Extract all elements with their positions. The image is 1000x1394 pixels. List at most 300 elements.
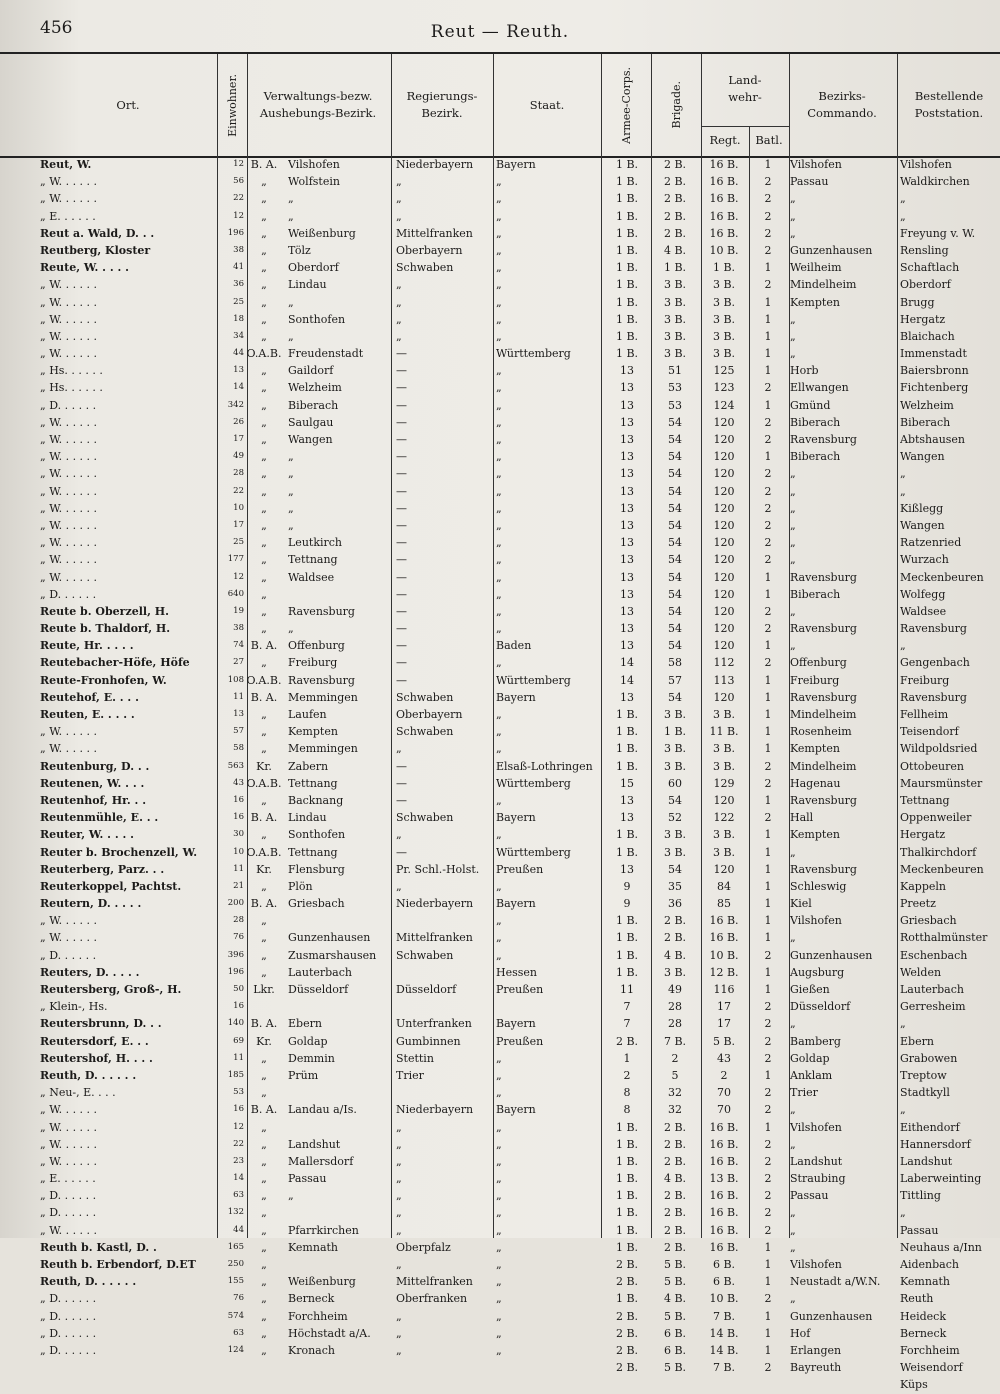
- table-row: [0, 654, 1000, 671]
- population: 11: [233, 863, 244, 874]
- landwehr-battalion: 2: [764, 1172, 772, 1186]
- landwehr-battalion: 2: [764, 501, 772, 515]
- table-row: [0, 551, 1000, 568]
- landwehr-regiment: 84: [717, 879, 731, 893]
- district-type: „: [261, 398, 267, 412]
- place-name: Reuters, D. . . . .: [40, 965, 140, 979]
- brigade: 36: [668, 897, 682, 911]
- population: 13: [233, 709, 244, 719]
- post-station: Abtshausen: [900, 433, 966, 446]
- post-station: Schaftlach: [900, 261, 960, 275]
- government-district: —: [396, 398, 407, 412]
- state: Preußen: [496, 862, 544, 876]
- brigade: 4 B.: [663, 948, 687, 962]
- district-type: „: [261, 1206, 267, 1220]
- army-corps: 2 B.: [615, 1326, 639, 1340]
- place-name: „ W. . . . . .: [40, 433, 98, 446]
- population: 155: [227, 1276, 244, 1287]
- government-district: Mittelfranken: [396, 1275, 473, 1289]
- landwehr-battalion: 1: [764, 295, 772, 309]
- brigade: 54: [668, 793, 682, 807]
- army-corps: 1 B.: [615, 725, 639, 739]
- table-row: [0, 500, 1000, 517]
- post-station: Gengenbach: [900, 656, 970, 670]
- landwehr-battalion: 1: [764, 398, 772, 412]
- table-row: [0, 1256, 1000, 1273]
- brigade: 35: [668, 879, 682, 893]
- landwehr-battalion: 2: [764, 1292, 772, 1306]
- population: 23: [233, 1155, 244, 1166]
- state: „: [496, 1068, 502, 1082]
- district-type: „: [261, 1223, 267, 1237]
- brigade: 53: [668, 381, 682, 395]
- army-corps: 1 B.: [615, 948, 639, 962]
- administrative-district: Lindau: [288, 278, 327, 292]
- army-corps: 2: [623, 1068, 631, 1082]
- table-row: [0, 1342, 1000, 1359]
- post-station: Stadtkyll: [900, 1086, 950, 1100]
- place-name: „ W. . . . . .: [40, 329, 98, 343]
- brigade: 52: [668, 811, 682, 825]
- district-command: Rosenheim: [790, 725, 852, 739]
- administrative-district: Berneck: [288, 1292, 335, 1306]
- district-type: „: [261, 725, 267, 739]
- state: „: [496, 708, 502, 721]
- district-type: „: [261, 587, 267, 601]
- army-corps: 14: [620, 673, 634, 687]
- running-title: Reut — Reuth.: [430, 22, 570, 42]
- district-command: Hof: [790, 1326, 811, 1340]
- brigade: 2 B.: [663, 914, 687, 928]
- post-station: Wangen: [900, 450, 945, 464]
- post-station: Hergatz: [900, 828, 946, 842]
- post-station: Oberdorf: [900, 278, 951, 292]
- government-district: Schwaben: [396, 725, 454, 739]
- district-command: „: [790, 1206, 796, 1220]
- army-corps: 1 B.: [615, 295, 639, 309]
- post-station: „: [900, 1017, 906, 1031]
- landwehr-battalion: 2: [764, 553, 772, 567]
- landwehr-regiment: 120: [713, 536, 735, 550]
- population: 25: [233, 296, 244, 307]
- post-station: Waldsee: [900, 604, 947, 618]
- landwehr-battalion: 1: [764, 690, 772, 704]
- administrative-district: Memmingen: [288, 742, 358, 756]
- place-name: Reut a. Wald, D. . .: [40, 226, 155, 240]
- district-command: Weilheim: [790, 261, 842, 275]
- population: 41: [233, 262, 244, 273]
- place-name: „ D. . . . . .: [40, 948, 97, 962]
- army-corps: 7: [623, 1000, 631, 1014]
- post-station: Eschenbach: [900, 948, 968, 962]
- army-corps: 1 B.: [615, 965, 639, 979]
- landwehr-regiment: 1 B.: [712, 261, 736, 275]
- state: „: [496, 948, 502, 962]
- post-station: Rensling: [900, 243, 949, 257]
- landwehr-battalion: 2: [764, 1361, 772, 1375]
- post-station: Fichtenberg: [900, 381, 969, 395]
- district-command: „: [790, 845, 796, 859]
- district-type: „: [261, 622, 267, 636]
- administrative-district: Lindau: [288, 811, 327, 825]
- government-district: Gumbinnen: [396, 1034, 461, 1048]
- district-command: Offenburg: [790, 656, 847, 670]
- army-corps: 1 B.: [615, 914, 639, 928]
- place-name: Reute-Fronhofen, W.: [40, 673, 167, 687]
- place-name: „ W. . . . . .: [40, 553, 98, 567]
- administrative-district: „: [288, 622, 294, 636]
- government-district: Schwaben: [396, 948, 454, 962]
- army-corps: 13: [620, 398, 634, 412]
- brigade: 2 B.: [663, 1240, 687, 1254]
- government-district: —: [396, 364, 407, 378]
- place-name: „ E. . . . . .: [40, 1172, 96, 1186]
- state: „: [496, 278, 502, 292]
- army-corps: 2 B.: [615, 1343, 639, 1357]
- administrative-district: Saulgau: [288, 415, 334, 429]
- administrative-district: Passau: [288, 1172, 327, 1186]
- place-name: Reutenhof, Hr. . .: [40, 793, 147, 807]
- place-name: Reute b. Oberzell, H.: [40, 604, 169, 618]
- table-row: [0, 1325, 1000, 1342]
- place-name: „ W. . . . . .: [40, 295, 98, 309]
- table-row: [0, 861, 1000, 878]
- district-command: Hall: [790, 811, 814, 825]
- landwehr-battalion: 2: [764, 776, 772, 790]
- table-row: [0, 448, 1000, 465]
- administrative-district: „: [288, 1189, 294, 1203]
- post-station: Reuth: [900, 1292, 934, 1306]
- army-corps: 1 B.: [615, 1206, 639, 1220]
- state: Preußen: [496, 1034, 544, 1048]
- table-row: [0, 878, 1000, 895]
- population: 28: [233, 468, 244, 479]
- district-type: „: [261, 501, 267, 515]
- district-command: Ravensburg: [790, 690, 857, 704]
- post-station: Meckenbeuren: [900, 570, 984, 584]
- district-command: Ravensburg: [790, 793, 857, 807]
- district-command: „: [790, 1292, 796, 1306]
- army-corps: 13: [620, 415, 634, 429]
- administrative-district: Demmin: [288, 1051, 335, 1065]
- army-corps: 13: [620, 553, 634, 567]
- administrative-district: Düsseldorf: [288, 983, 349, 996]
- table-row: [0, 1204, 1000, 1221]
- table-row: [0, 534, 1000, 551]
- post-station: Tittling: [900, 1189, 941, 1203]
- district-command: Biberach: [790, 415, 841, 429]
- district-command: „: [790, 639, 796, 653]
- population: 27: [233, 657, 244, 668]
- table-row: [0, 706, 1000, 723]
- brigade: 2 B.: [663, 1206, 687, 1220]
- landwehr-regiment: 70: [717, 1103, 731, 1117]
- landwehr-regiment: 3 B.: [712, 347, 736, 361]
- post-station: Freiburg: [900, 673, 950, 687]
- government-district: Unterfranken: [396, 1017, 472, 1031]
- landwehr-regiment: 129: [713, 776, 735, 790]
- district-command: Vilshofen: [790, 1120, 842, 1134]
- district-type: „: [261, 708, 267, 721]
- landwehr-battalion: 1: [764, 793, 772, 807]
- landwehr-battalion: 2: [764, 1189, 772, 1203]
- place-name: „ Hs. . . . . .: [40, 381, 103, 395]
- landwehr-battalion: 2: [764, 209, 772, 223]
- state: „: [496, 295, 502, 309]
- post-station: „: [900, 1206, 906, 1220]
- page-number: 456: [40, 18, 73, 38]
- administrative-district: Ebern: [288, 1017, 322, 1031]
- table-row: [0, 1170, 1000, 1187]
- population: 342: [227, 399, 244, 410]
- army-corps: 2 B.: [615, 1034, 639, 1048]
- landwehr-regiment: 120: [713, 570, 735, 584]
- post-station: Tettnang: [900, 793, 950, 807]
- place-name: „ W. . . . . .: [40, 192, 98, 206]
- post-station: Passau: [900, 1223, 939, 1237]
- landwehr-battalion: 1: [764, 828, 772, 842]
- population: 11: [233, 691, 244, 702]
- district-command: „: [790, 1137, 796, 1151]
- government-district: Niederbayern: [396, 1103, 474, 1117]
- district-command: Bayreuth: [790, 1361, 842, 1375]
- army-corps: 13: [620, 793, 634, 807]
- population: 22: [233, 1138, 244, 1149]
- army-corps: 1 B.: [615, 226, 639, 240]
- district-command: Ellwangen: [790, 381, 849, 395]
- landwehr-regiment: 3 B.: [712, 708, 736, 721]
- administrative-district: Prüm: [288, 1068, 319, 1082]
- landwehr-regiment: 120: [713, 484, 735, 498]
- district-command: „: [790, 467, 796, 481]
- army-corps: 1 B.: [615, 192, 639, 206]
- army-corps: 13: [620, 811, 634, 825]
- district-command: Mindelheim: [790, 708, 857, 721]
- brigade: 32: [668, 1103, 682, 1117]
- table-row: [0, 569, 1000, 586]
- landwehr-regiment: 70: [717, 1086, 731, 1100]
- state: „: [496, 192, 502, 206]
- place-name: Reutenmühle, E. . .: [40, 811, 159, 825]
- district-command: Passau: [790, 175, 829, 189]
- state: „: [496, 536, 502, 550]
- population: 22: [233, 193, 244, 204]
- landwehr-regiment: 10 B.: [709, 243, 739, 257]
- brigade: 5 B.: [663, 1258, 687, 1271]
- army-corps: 1 B.: [615, 742, 639, 756]
- table-row: [0, 225, 1000, 242]
- population: 63: [233, 1190, 244, 1201]
- state: „: [496, 1120, 502, 1134]
- administrative-district: Freudenstadt: [288, 347, 364, 361]
- state: „: [496, 398, 502, 412]
- place-name: „ D. . . . . .: [40, 1326, 97, 1340]
- government-district: Pr. Schl.-Holst.: [396, 862, 480, 876]
- place-name: „ W. . . . . .: [40, 1137, 98, 1151]
- post-station: Griesbach: [900, 914, 957, 928]
- table-row: [0, 173, 1000, 190]
- district-type: „: [261, 656, 267, 670]
- army-corps: 13: [620, 862, 634, 876]
- state: „: [496, 1258, 502, 1271]
- table-row: [0, 723, 1000, 740]
- col-brigade: Brigade.: [669, 81, 683, 129]
- post-station: Freyung v. W.: [900, 226, 976, 240]
- place-name: „ W. . . . . .: [40, 536, 98, 550]
- district-command: Ravensburg: [790, 433, 857, 446]
- government-district: Oberbayern: [396, 708, 463, 721]
- landwehr-regiment: 120: [713, 862, 735, 876]
- place-name: Reuter b. Brochenzell, W.: [40, 845, 198, 859]
- population: 19: [233, 605, 244, 616]
- state: „: [496, 1223, 502, 1237]
- brigade: 2 B.: [663, 158, 687, 171]
- administrative-district: Offenburg: [288, 639, 345, 653]
- population: 12: [233, 159, 244, 169]
- landwehr-regiment: 120: [713, 639, 735, 653]
- landwehr-battalion: 1: [764, 1309, 772, 1323]
- population: 14: [233, 382, 244, 393]
- district-type: „: [261, 312, 267, 326]
- landwehr-battalion: 2: [764, 518, 772, 532]
- army-corps: 1 B.: [615, 261, 639, 275]
- district-command: „: [790, 536, 796, 550]
- landwehr-regiment: 16 B.: [709, 226, 739, 240]
- landwehr-regiment: 3 B.: [712, 278, 736, 292]
- place-name: „ W. . . . . .: [40, 725, 98, 739]
- district-type: „: [261, 1068, 267, 1082]
- brigade: 54: [668, 518, 682, 532]
- landwehr-battalion: 1: [764, 587, 772, 601]
- population: 250: [227, 1259, 244, 1269]
- district-command: „: [790, 1223, 796, 1237]
- place-name: „ E. . . . . .: [40, 209, 96, 223]
- col-einwohner: Einwohner.: [225, 73, 239, 137]
- state: „: [496, 570, 502, 584]
- government-district: —: [396, 604, 407, 618]
- place-name: Reuterkoppel, Pachtst.: [40, 879, 182, 893]
- table-row: [0, 1050, 1000, 1067]
- government-district: „: [396, 329, 402, 343]
- district-type: Kr.: [256, 759, 272, 773]
- landwehr-battalion: 2: [764, 1086, 772, 1100]
- army-corps: 13: [620, 450, 634, 464]
- district-command: Kempten: [790, 295, 840, 309]
- landwehr-battalion: 1: [764, 965, 772, 979]
- administrative-district: „: [288, 450, 294, 464]
- post-station: Blaichach: [900, 329, 955, 343]
- state: „: [496, 175, 502, 189]
- state: „: [496, 793, 502, 807]
- state: Württemberg: [496, 673, 571, 687]
- post-station: Landshut: [900, 1154, 953, 1168]
- register-table: [0, 156, 1000, 1394]
- place-name: Reutenburg, D. . .: [40, 759, 150, 773]
- brigade: 28: [668, 1017, 682, 1031]
- landwehr-battalion: 1: [764, 364, 772, 378]
- brigade: 3 B.: [663, 759, 687, 773]
- table-row: [0, 620, 1000, 637]
- table-row: [0, 998, 1000, 1015]
- landwehr-battalion: 1: [764, 845, 772, 859]
- landwehr-regiment: 43: [717, 1051, 731, 1065]
- administrative-district: Tettnang: [288, 845, 338, 859]
- landwehr-regiment: 12 B.: [709, 965, 739, 979]
- population: 16: [233, 1001, 244, 1012]
- landwehr-regiment: 2: [720, 1068, 728, 1082]
- population: 26: [233, 416, 244, 427]
- district-type: „: [261, 226, 267, 240]
- brigade: 28: [668, 1000, 682, 1014]
- post-station: Fellheim: [900, 708, 949, 721]
- army-corps: 1 B.: [615, 1137, 639, 1151]
- state: „: [496, 1275, 502, 1289]
- district-type: „: [261, 1051, 267, 1065]
- government-district: „: [396, 312, 402, 326]
- landwehr-subrule: [701, 126, 789, 127]
- district-type: „: [261, 1120, 267, 1134]
- table-row: [0, 208, 1000, 225]
- table-row: [0, 276, 1000, 293]
- place-name: Reutersbrunn, D. . .: [40, 1017, 162, 1031]
- army-corps: 2 B.: [615, 1275, 639, 1289]
- district-command: Gunzenhausen: [790, 1309, 873, 1323]
- post-station: Wolfegg: [900, 587, 946, 601]
- landwehr-regiment: 116: [713, 983, 735, 996]
- administrative-district: Tettnang: [288, 776, 338, 790]
- state: Württemberg: [496, 845, 571, 859]
- army-corps: 1 B.: [615, 1172, 639, 1186]
- district-type: „: [261, 192, 267, 206]
- district-type: „: [261, 329, 267, 343]
- army-corps: 7: [623, 1017, 631, 1031]
- district-command: Kempten: [790, 742, 840, 756]
- table-row: [0, 242, 1000, 259]
- post-station: Forchheim: [900, 1343, 960, 1357]
- population: 44: [233, 1224, 244, 1235]
- landwehr-regiment: 3 B.: [712, 329, 736, 343]
- administrative-district: Mallersdorf: [288, 1154, 354, 1168]
- state: „: [496, 501, 502, 515]
- brigade: 4 B.: [663, 1172, 687, 1186]
- table-row: [0, 775, 1000, 792]
- table-row: [0, 517, 1000, 534]
- landwehr-regiment: 3 B.: [712, 295, 736, 309]
- state: „: [496, 381, 502, 395]
- post-station: Laberweinting: [900, 1172, 982, 1186]
- landwehr-battalion: 1: [764, 1343, 772, 1357]
- army-corps: 8: [623, 1086, 631, 1100]
- brigade: 3 B.: [663, 278, 687, 292]
- brigade: 4 B.: [663, 1292, 687, 1306]
- brigade: 54: [668, 587, 682, 601]
- post-station: Rotthalmünster: [900, 931, 988, 945]
- post-station: Brugg: [900, 295, 935, 309]
- administrative-district: „: [288, 518, 294, 532]
- post-station: Welden: [900, 965, 942, 979]
- place-name: Reuterberg, Parz. . .: [40, 862, 165, 876]
- population: 177: [227, 554, 244, 565]
- table-row: [0, 809, 1000, 826]
- population: 640: [227, 588, 244, 599]
- place-name: Reutenen, W. . . .: [40, 776, 145, 790]
- place-name: Reute, W. . . . .: [40, 261, 129, 275]
- administrative-district: Kronach: [288, 1343, 335, 1357]
- population: 63: [233, 1327, 244, 1338]
- district-command: „: [790, 312, 796, 326]
- table-row: [0, 981, 1000, 998]
- landwehr-regiment: 120: [713, 553, 735, 567]
